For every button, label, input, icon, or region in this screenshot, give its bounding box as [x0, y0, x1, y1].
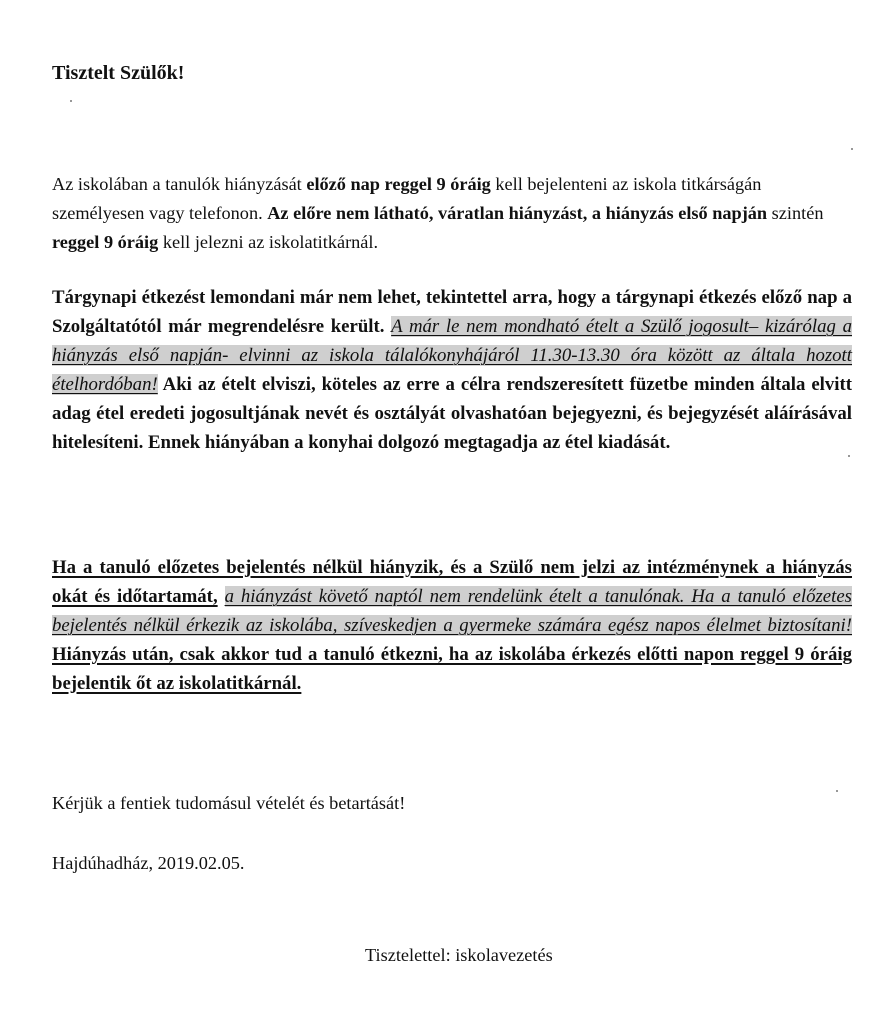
p1-text-4: kell jelezni az iskolatitkárnál.	[158, 232, 379, 252]
p3-space-1	[218, 586, 225, 607]
scan-speck	[848, 455, 850, 457]
scan-speck	[851, 148, 853, 150]
paragraph-absence-reporting	[52, 170, 852, 257]
greeting-heading: Tisztelt Szülők!	[52, 62, 185, 84]
p3-highlighted-no-meal-rule: a hiányzást követő naptól nem rendelünk ételt a tanulónak. Ha a tanuló előzetes bejelentés nélkül érkezik az iskolába, szíveskedjen a gyermeke számára egész napos élelmet biztosítani!	[52, 586, 852, 636]
p3-underlined-2: Hiányzás után, csak akkor tud a tanuló étkezni, ha az iskolába érkezés előtti napon reggel 9 óráig bejelentik őt az iskolatitkárnál.	[52, 644, 852, 694]
p2-text-1: Tárgynapi étkezést lemondani már nem lehet, tekintettel arra, hogy a tárgynapi étkezés előző nap a Szolgáltatótól már megrendelésre került.	[52, 287, 852, 337]
request-line: Kérjük a fentiek tudomásul vételét és betartását!	[52, 793, 406, 813]
p2-text-2: Aki az ételt elviszi, köteles az erre a célra rendszeresített füzetbe minden általa elvitt adag étel eredeti jogosultjának nevét és osztályát olvashatóan bejegyezni, és bejegyzését aláírásával hitelesíteni. Ennek hiányában a konyhai dolgozó megtagadja az étel kiadását.	[52, 374, 852, 453]
p1-text-1: Az iskolában a tanulók hiányzását	[52, 174, 307, 194]
signature-line: Tisztelettel: iskolavezetés	[365, 945, 553, 965]
scan-speck	[70, 100, 72, 102]
p2-highlighted-pickup-rule: A már le nem mondható ételt a Szülő jogosult– kizárólag a hiányzás első napján- elvinni az iskola tálalókonyhájáról 11.30-13.30 óra között az általa hozott ételhordóban!	[52, 316, 852, 395]
place-date-line: Hajdúhadház, 2019.02.05.	[52, 853, 245, 873]
p1-bold-deadline-2: reggel 9 óráig	[52, 232, 159, 252]
paragraph-meal-cancellation	[52, 283, 852, 457]
p3-underlined-1: Ha a tanuló előzetes bejelentés nélkül hiányzik, és a Szülő nem jelzi az intézménynek a hiányzás okát és időtartamát,	[52, 557, 852, 607]
paragraph-unreported-absence	[52, 553, 852, 698]
scan-speck	[836, 790, 838, 792]
p1-bold-deadline: előző nap reggel 9 óráig	[306, 174, 491, 194]
p1-text-2: kell bejelenteni az iskola titkárságán személyesen vagy telefonon.	[52, 174, 762, 223]
p1-text-3: szintén	[767, 203, 824, 223]
p1-bold-unexpected-absence: Az előre nem látható, váratlan hiányzást, a hiányzás első napján	[267, 203, 768, 223]
